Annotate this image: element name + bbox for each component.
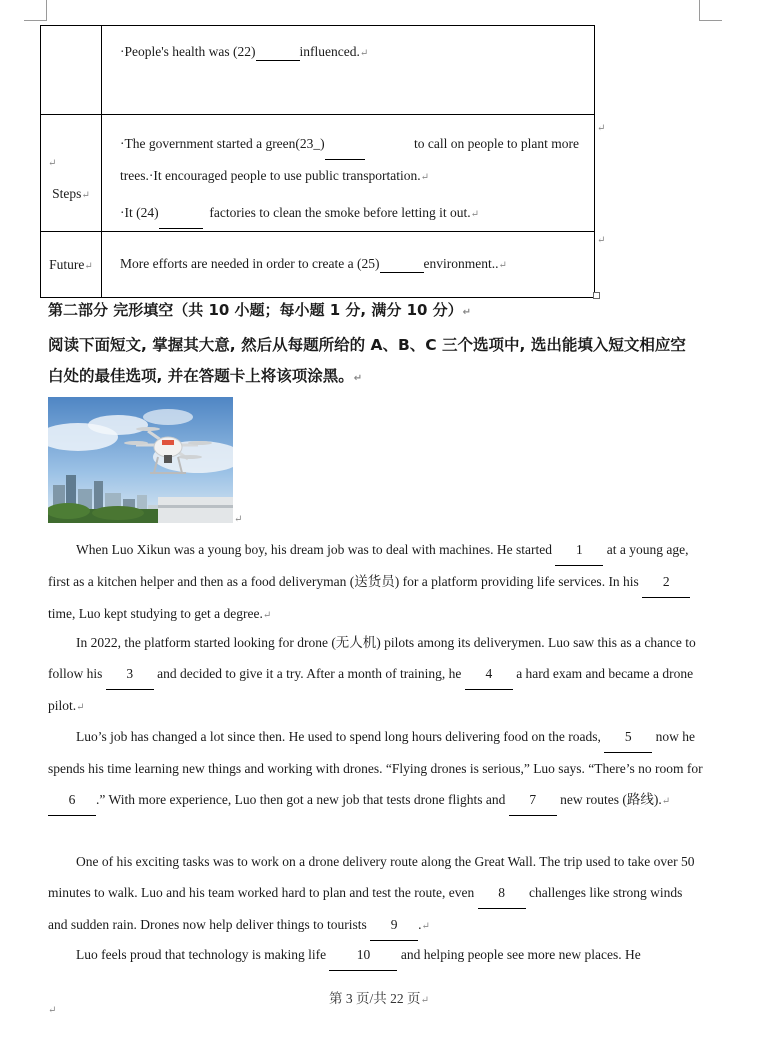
section-heading: 第二部分 完形填空（共 10 小题；每小题 1 分, 满分 10 分）↵ xyxy=(48,301,472,319)
paragraph-mark-icon: ↵ xyxy=(48,158,57,169)
table-label-cell xyxy=(41,232,102,298)
row3-text-before: More efforts are needed in order to create a (25) xyxy=(120,256,380,271)
row3-text-after: environment.. xyxy=(423,256,499,271)
row1-text-after: influenced. xyxy=(299,44,360,59)
blank-1: 1 xyxy=(555,534,603,566)
row2-line1-after: to call on people to plant more xyxy=(414,136,579,151)
passage-paragraph-2: In 2022, the platform started looking for drone (无人机) pilots among its deliverymen. Luo saw this as a chance to follow his 3 and decided to give it a try. After a month of training, he 4 a hard exam and became a drone pilot.↵ xyxy=(48,635,696,713)
table-content-cell xyxy=(102,115,595,232)
blank-24 xyxy=(159,197,203,229)
paragraph-mark-icon: ↵ xyxy=(353,373,363,384)
passage-paragraph-4: One of his exciting tasks was to work on a drone delivery route along the Great Wall. The trip used to take over 50 minutes to walk. Luo and his team worked hard to plan and test the route, even 8 challenges like strong winds and sudden rain. Drones now help deliver things to tourists 9 .↵ xyxy=(48,846,703,942)
blank-5: 5 xyxy=(604,721,652,753)
passage-paragraph-3: Luo’s job has changed a lot since then. He used to spend long hours delivering food on the roads, 5 now he spends his time learning new things and working with drones. “Flying drones is serious,” Luo says. “There’s no room for 6 .” With more experience, Luo then got a new job that tests drone flights and 7 new routes (路线).↵ xyxy=(48,721,703,817)
page-corner-mark-left xyxy=(24,0,47,21)
blank-2: 2 xyxy=(642,566,690,598)
page-number: 第 3 页/共 22 页 xyxy=(329,991,421,1006)
paragraph-mark-icon: ↵ xyxy=(421,921,430,932)
blank-25 xyxy=(380,256,424,273)
paragraph-mark-icon: ↵ xyxy=(420,172,430,183)
passage-paragraph-1: When Luo Xikun was a young boy, his dream job was to deal with machines. He started 1 at a young age, first as a kitchen helper and then as a food deliveryman (送货员) for a platform providing life services. In his 2 time, Luo kept studying to get a degree.↵ xyxy=(48,534,703,631)
table-label-cell xyxy=(41,26,102,115)
blank-6: 6 xyxy=(48,784,96,816)
table-label-cell xyxy=(41,115,102,232)
row2-line3-after: factories to clean the smoke before letting it out. xyxy=(209,205,471,220)
paragraph-mark-icon: ↵ xyxy=(76,702,85,713)
row-end-mark-icon: ↵ xyxy=(597,123,606,134)
row2-line2: trees.·It encouraged people to use public transportation. xyxy=(120,168,421,183)
row2-line3-before: ·It (24) xyxy=(120,205,159,220)
passage-paragraph-5: Luo feels proud that technology is making life 10 and helping people see more new places. He xyxy=(48,939,703,971)
table-row xyxy=(41,26,595,115)
row2-line1-before: ·The government started a green(23 xyxy=(120,136,314,151)
paragraph-mark-icon: ↵ xyxy=(81,190,90,201)
section-instruction: 阅读下面短文, 掌握其大意, 然后从每题所给的 A、B、C 三个选项中, 选出能填入短文相应空 白处的最佳选项, 并在答题卡上将该项涂黑。↵ xyxy=(48,336,686,385)
row1-text-before: ·People's health was (22) xyxy=(120,44,256,59)
paragraph-mark-icon: ↵ xyxy=(420,995,429,1006)
future-label: Future xyxy=(49,256,85,272)
blank-9: 9 xyxy=(370,909,418,941)
table-row xyxy=(41,115,595,232)
paragraph-mark-icon: ↵ xyxy=(462,307,472,318)
page-footer xyxy=(0,987,758,1007)
blank-3: 3 xyxy=(106,658,154,690)
blank-7: 7 xyxy=(509,784,557,816)
blank-22 xyxy=(256,44,300,61)
page-corner-mark-right xyxy=(699,0,722,21)
paragraph-mark-icon: ↵ xyxy=(661,796,671,807)
paragraph-mark-icon: ↵ xyxy=(262,610,272,621)
blank-23 xyxy=(325,128,365,160)
table-row xyxy=(41,232,595,298)
drone-photo xyxy=(48,397,233,523)
blank-8: 8 xyxy=(478,877,526,909)
row-end-mark-icon: ↵ xyxy=(597,235,606,246)
paragraph-mark-icon: ↵ xyxy=(48,1005,57,1016)
paragraph-mark-icon: ↵ xyxy=(234,514,243,525)
table-content-cell xyxy=(102,232,595,298)
blank-4: 4 xyxy=(465,658,513,690)
steps-label: Steps xyxy=(52,186,82,201)
table-content-cell xyxy=(102,26,595,115)
paragraph-mark-icon: ↵ xyxy=(359,48,369,59)
drone-illustration-icon xyxy=(48,397,233,523)
paragraph-mark-icon: ↵ xyxy=(84,260,93,272)
summary-table xyxy=(40,25,595,298)
blank-23-mark: _) xyxy=(313,136,325,151)
blank-10: 10 xyxy=(329,939,397,971)
paragraph-mark-icon: ↵ xyxy=(498,260,507,271)
table-resize-handle[interactable] xyxy=(593,292,600,299)
paragraph-mark-icon: ↵ xyxy=(470,209,480,220)
